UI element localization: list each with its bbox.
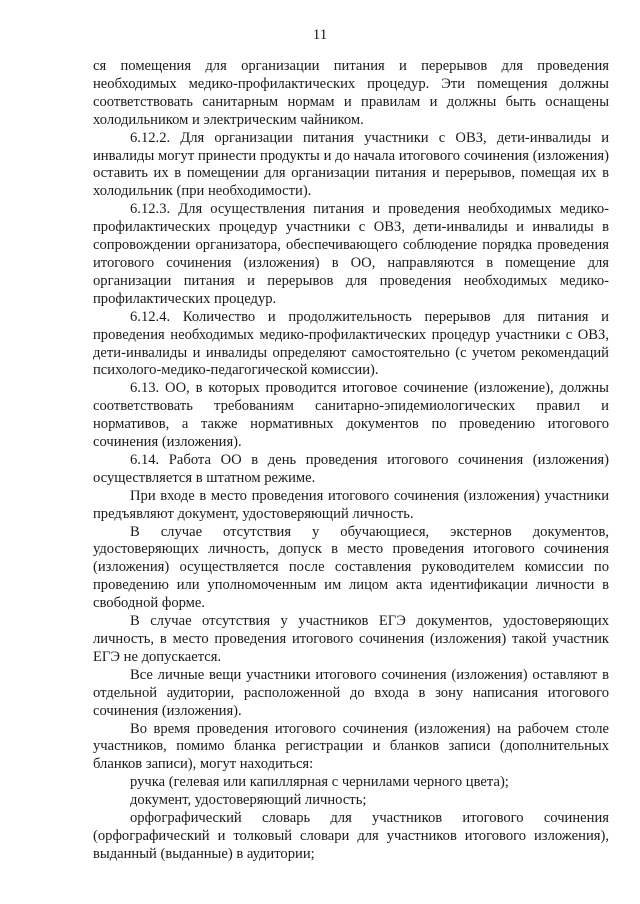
paragraph: Все личные вещи участники итогового сочинения (изложения) оставляют в отдельной аудитории, расположенной до входа в зону написания итогового сочинения (изложения).: [93, 666, 609, 719]
paragraph: В случае отсутствия у обучающиеся, экстернов документов, удостоверяющих личность, допуск в место проведения итогового сочинения (изложения) осуществляется после составления руководителем комиссии по проведению или уполномоченным им лицом акта идентификации личности в свободной форме.: [93, 523, 609, 612]
paragraph: 6.12.4. Количество и продолжительность перерывов для питания и проведения необходимых медико-профилактических процедур участники с ОВЗ, дети-инвалиды и инвалиды определяют самостоятельно (с учетом рекомендаций психолого-медико-педагогической комиссии).: [93, 308, 609, 379]
list-item: документ, удостоверяющий личность;: [130, 792, 367, 809]
paragraph: ся помещения для организации питания и перерывов для проведения необходимых медико-профилактических процедур. Эти помещения должны соответствовать санитарным нормам и правилам и должны быть оснащены холодильником и электрическим чайником.: [93, 58, 609, 128]
paragraph: При входе в место проведения итогового сочинения (изложения) участники предъявляют документ, удостоверяющий личность.: [93, 487, 609, 522]
paragraph: 6.12.3. Для осуществления питания и проведения необходимых медико-профилактических процедур участники с ОВЗ, дети-инвалиды и инвалиды в сопровождении организатора, обеспечивающего соблюдение порядка проведения итогового сочинения (изложения) в ОО, направляются в помещение для организации питания и перерывов для проведения необходимых медико-профилактических процедур.: [93, 201, 609, 307]
paragraph: 6.13. ОО, в которых проводится итоговое сочинение (изложение), должны соответствовать требованиям санитарно-эпидемиологических правил и нормативов, а также нормативных документов по проведению итогового сочинения (изложения).: [93, 380, 609, 451]
document-body: [93, 58, 609, 864]
paragraph: 6.12.2. Для организации питания участники с ОВЗ, дети-инвалиды и инвалиды могут принести продукты и до начала итогового сочинения (изложения) оставить их в помещении для организации питания и перерывов, помещая их в холодильник (при необходимости).: [93, 129, 609, 200]
paragraph: 6.14. Работа ОО в день проведения итогового сочинения (изложения) осуществляется в штатном режиме.: [93, 451, 609, 486]
page-number: 11: [312, 27, 328, 43]
paragraph: Во время проведения итогового сочинения (изложения) на рабочем столе участников, помимо бланка регистрации и бланков записи (дополнительных бланков записи), могут находиться:: [93, 720, 609, 773]
list-item: орфографический словарь для участников итогового сочинения (орфографический и толковый словари для участников итогового изложения), выданный (выданные) в аудитории;: [93, 810, 609, 862]
list-item: ручка (гелевая или капиллярная с чернилами черного цвета);: [130, 774, 509, 791]
paragraph: В случае отсутствия у участников ЕГЭ документов, удостоверяющих личность, в место проведения итогового сочинения (изложения) такой участник ЕГЭ не допускается.: [93, 613, 609, 665]
